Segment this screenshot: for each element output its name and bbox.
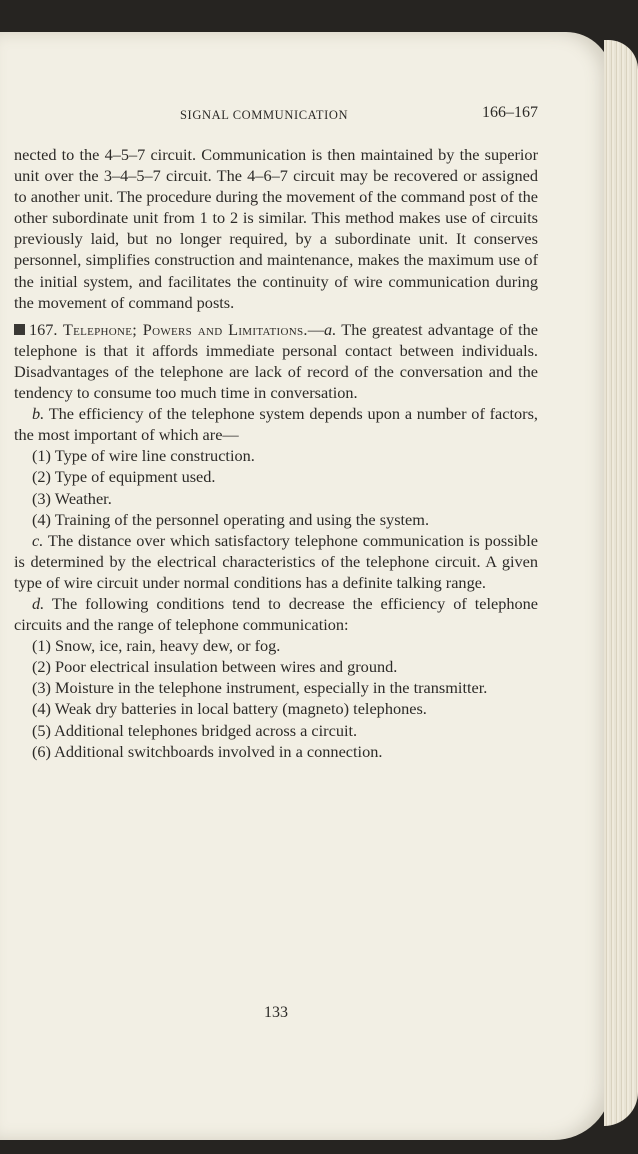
sub-c-text: The distance over which satisfactory telephone communication is possible is determined by the electrical characteristics of the telephone circuit. A given type of wire circuit under normal conditions has a definite talking range. xyxy=(14,530,539,592)
list-item: (4) Weak dry batteries in local battery (magneto) telephones. xyxy=(32,699,427,719)
sub-d xyxy=(14,593,538,635)
sub-b xyxy=(14,403,538,445)
list-item: (2) Poor electrical insulation between wires and ground. xyxy=(32,657,398,677)
sub-b-label: b. xyxy=(32,404,45,424)
running-header xyxy=(14,104,538,126)
sub-a-label: a. xyxy=(324,319,337,339)
section-167 xyxy=(14,319,538,403)
list-item: (6) Additional switchboards involved in a connection. xyxy=(32,741,383,761)
list-item: (3) Weather. xyxy=(32,488,112,508)
sub-d-text: The following conditions tend to decrease the efficiency of telephone circuits and the range of telephone communication: xyxy=(14,593,539,635)
running-title: SIGNAL COMMUNICATION xyxy=(180,108,349,122)
sub-c-label: c. xyxy=(32,530,44,550)
section-marker-icon xyxy=(14,324,25,335)
sub-c xyxy=(14,530,538,593)
section-number: 167. xyxy=(29,319,58,339)
list-item: (4) Training of the personnel operating and using the system. xyxy=(32,509,430,529)
list-item: (1) Type of wire line construction. xyxy=(32,446,255,466)
page-edges xyxy=(604,40,638,1126)
sub-b-text: The efficiency of the telephone system depends upon a number of factors, the most important of which are— xyxy=(14,404,539,445)
list-item: (3) Moisture in the telephone instrument, especially in the transmitter. xyxy=(32,678,488,698)
section-dash: — xyxy=(307,319,325,339)
list-item: (5) Additional telephones bridged across a circuit. xyxy=(32,720,358,740)
section-title: Telephone; Powers and Limitations. xyxy=(62,319,308,339)
list-item: (2) Type of equipment used. xyxy=(32,467,216,487)
list-item: (1) Snow, ice, rain, heavy dew, or fog. xyxy=(32,636,281,656)
sub-a-text: The greatest advantage of the telephone is that it affords immediate personal contact between individuals. Disadvantages of the telephone are lack of record of the conversation and the tendency to consume too much time in conversation. xyxy=(14,319,538,403)
paragraph-continuation: nected to the 4–5–7 circuit. Communication is then maintained by the superior unit over the 3–4–5–7 circuit. The 4–6–7 circuit may be recovered or assigned to another unit. The procedure during the movement of the command post of the other subordinate unit from 1 to 2 is similar. This method makes use of circuits previously laid, but no longer required, by a subordinate unit. It conserves personnel, simplifies construction and maintenance, makes the maximum use of the initial system, and facilitates the continuity of wire communication during the movement of command posts. xyxy=(14,145,538,312)
page-range: 166–167 xyxy=(482,104,538,121)
sub-d-label: d. xyxy=(32,593,45,613)
page-number: 133 xyxy=(264,1004,288,1021)
body-text xyxy=(14,144,538,762)
